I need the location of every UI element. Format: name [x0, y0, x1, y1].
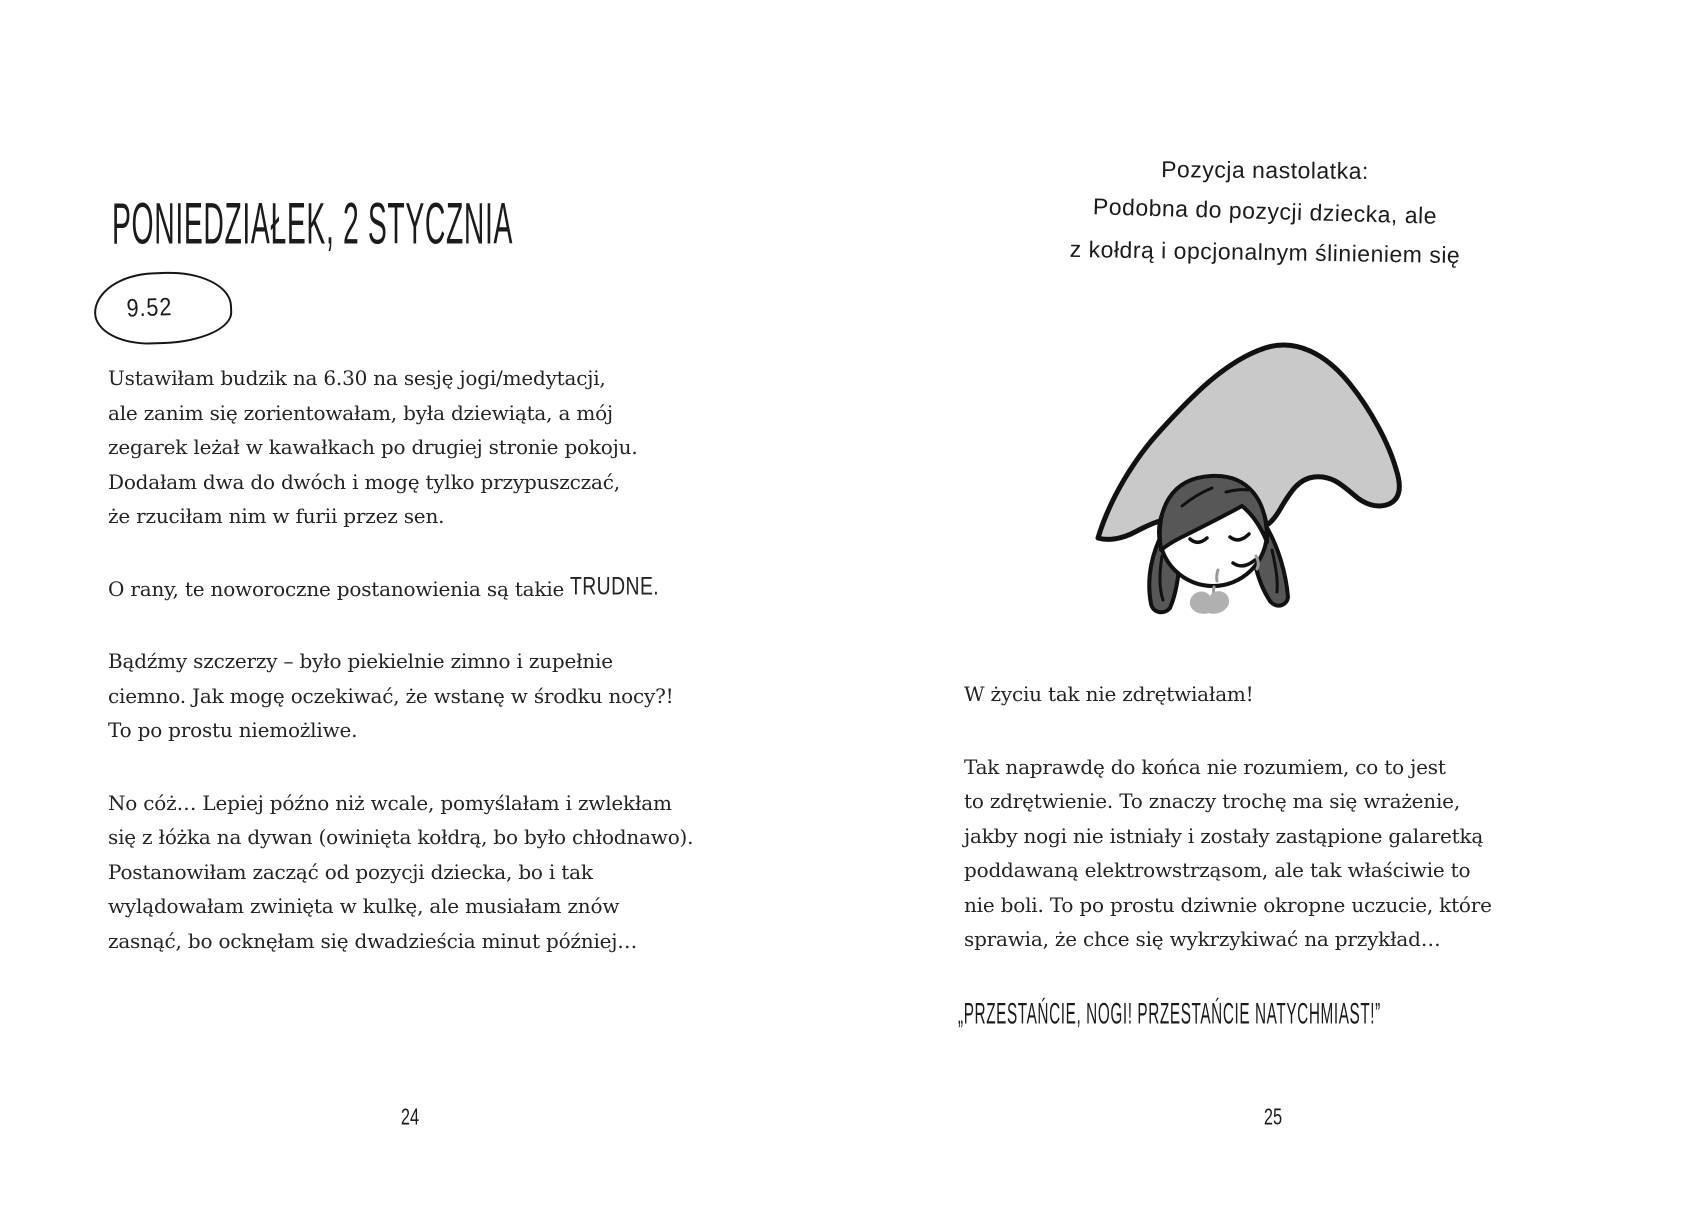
text-line: Dodałam dwa do dwóch i mogę tylko przypuszczać, [108, 469, 620, 494]
body-paragraph [108, 361, 693, 534]
text-line: jakby nogi nie istniały i zostały zastąpione galaretką [964, 823, 1484, 848]
text-line [108, 571, 672, 601]
text-line: Postanowiłam zacząć od pozycji dziecka, bo i tak [108, 859, 593, 884]
page-number-right: 25 [1263, 1105, 1283, 1130]
body-paragraph [964, 677, 1492, 712]
text-line: że rzuciłam nim w furii przez sen. [108, 504, 445, 528]
right-page-body [964, 677, 1492, 995]
text-line: Bądźmy szczerzy – było piekielnie zimno i zupełnie [108, 649, 613, 673]
caption-line: Podobna do pozycji dziecka, ale [1092, 193, 1438, 229]
text-line: To po prostu niemożliwe. [108, 718, 358, 742]
text-line: Ustawiłam budzik na 6.30 na sesję jogi/medytacji, [108, 366, 606, 390]
text-line: poddawaną elektrowstrząsom, ale tak właściwie to [964, 858, 1471, 882]
body-paragraph [108, 786, 693, 959]
page-number-left: 24 [400, 1105, 420, 1130]
drool-drip [1217, 570, 1218, 581]
left-page-body [108, 361, 693, 996]
time-bubble [93, 270, 233, 347]
text-line: się z łóżka na dywan (owinięta kołdrą, bo było chłodnawo). [108, 825, 694, 849]
text-line: No cóż… Lepiej późno niż wcale, pomyślałam i zwlekłam [108, 790, 672, 815]
text-line: zasnąć, bo ocknęłam się dwadzieścia minut później… [108, 928, 638, 953]
emphasis-word: TRUDNE. [570, 571, 660, 600]
text-line: W życiu tak nie zdrętwiałam! [964, 682, 1254, 706]
chapter-heading: PONIEDZIAŁEK, 2 STYCZNIA [112, 190, 514, 257]
text-line: ale zanim się zorientowałam, była dziewiąta, a mój [108, 400, 613, 425]
text-line: ciemno. Jak mogę oczekiwać, że wstanę w środku nocy?! [108, 683, 674, 708]
body-paragraph [964, 750, 1492, 957]
drool-puddle [1190, 591, 1229, 614]
body-paragraph [108, 644, 693, 748]
text-line: zegarek leżał w kawałkach po drugiej stronie pokoju. [108, 435, 638, 459]
body-paragraph [108, 572, 693, 607]
paragraph-text: O rany, te noworoczne postanowienia są takie [108, 576, 571, 601]
text-line: nie boli. To po prostu dziwnie okropne uczucie, które [964, 892, 1492, 917]
exclamation-line: „PRZESTAŃCIE, NOGI! PRZESTAŃCIE NATYCHMIAST!” [958, 996, 1381, 1031]
time-bubble-label: 9.52 [126, 292, 173, 323]
text-line: sprawia, że chce się wykrzykiwać na przykład… [964, 927, 1441, 951]
caption-line: z kołdrą i opcjonalnym ślinieniem się [1069, 235, 1461, 269]
text-line: wylądowałam zwinięta w kulkę, ale musiałam znów [108, 894, 620, 918]
text-line: Tak naprawdę do końca nie rozumiem, co to jest [964, 754, 1446, 779]
sleeping-girl-illustration [1040, 318, 1440, 618]
text-line: to zdrętwienie. To znaczy trochę ma się wrażenie, [964, 789, 1460, 813]
caption-line: Pozycja nastolatka: [1161, 156, 1369, 184]
illustration-caption [1030, 153, 1500, 276]
